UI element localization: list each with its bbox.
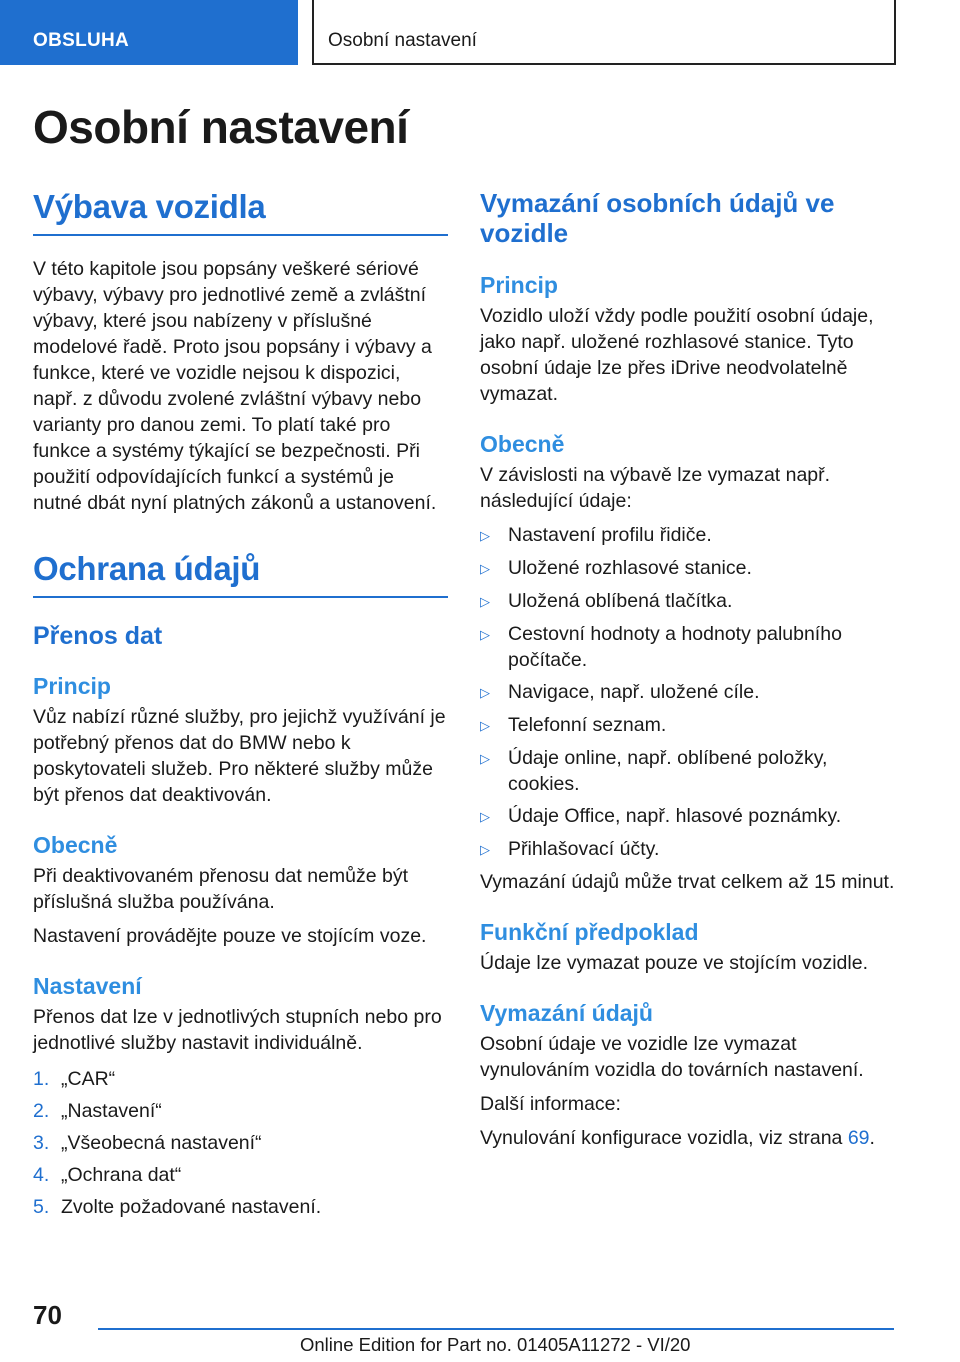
list-item: 2. „Nastavení“ <box>33 1100 162 1122</box>
heading-funkcni-predpoklad: Funkční předpoklad <box>480 919 699 945</box>
list-item: ▷ Cestovní hodnoty a hodnoty palubního počítače. <box>480 623 842 671</box>
steps-list <box>33 1066 448 1220</box>
princip-body: Vůz nabízí různé služby, pro jejichž využívání je potřebný přenos dat do BMW nebo k poskytovateli služeb. Pro některé služby může být přenos dat deaktivován. <box>33 706 446 806</box>
triangle-bullet-icon: ▷ <box>480 718 490 733</box>
duration-note: Vymazání údajů může trvat celkem až 15 minut. <box>480 871 895 893</box>
vymazani-body: Osobní údaje ve vozidle lze vymazat vynulováním vozidla do továrních nastavení. <box>480 1033 864 1081</box>
heading-nastaveni: Nastavení <box>33 973 142 999</box>
page-number: 70 <box>33 1300 62 1330</box>
heading-vymazani-osobnich: Vymazání osobních údajů ve vozidle <box>480 188 835 248</box>
dalsi-informace: Další informace: <box>480 1093 621 1115</box>
heading-ochrana: Ochrana údajů <box>33 550 448 598</box>
list-item: ▷ Uložené rozhlasové stanice. <box>480 555 897 582</box>
list-item: 1. „CAR“ <box>33 1068 116 1090</box>
list-item: ▷ Údaje online, např. oblíbené položky, cookies. <box>480 747 828 795</box>
list-item: 5. Zvolte požadované nastavení. <box>33 1196 322 1218</box>
triangle-bullet-icon: ▷ <box>480 594 490 609</box>
heading-obecne-right: Obecně <box>480 431 565 457</box>
list-item: ▷ Přihlašovací účty. <box>480 836 897 863</box>
heading-prenos-dat: Přenos dat <box>33 622 163 650</box>
list-item: ▷ Navigace, např. uložené cíle. <box>480 679 897 706</box>
right-column <box>480 188 897 1151</box>
footer-edition: Online Edition for Part no. 01405A11272 - VI/20 <box>300 1334 691 1355</box>
obecne-body-2: Nastavení provádějte pouze ve stojícím voze. <box>33 925 427 947</box>
page-title: Osobní nastavení <box>33 101 409 153</box>
heading-vymazani-udaju: Vymazání údajů <box>480 1000 653 1026</box>
data-bullets <box>480 522 897 863</box>
triangle-bullet-icon: ▷ <box>480 809 490 824</box>
reference-line: Vynulování konfigurace vozidla, viz strana 69. <box>480 1127 875 1149</box>
obecne-body-right: V závislosti na výbavě lze vymazat např. následující údaje: <box>480 464 831 512</box>
triangle-bullet-icon: ▷ <box>480 751 490 766</box>
obecne-body-1: Při deaktivovaném přenosu dat nemůže být příslušná služba používána. <box>33 865 409 913</box>
heading-vybava: Výbava vozidla <box>33 188 448 236</box>
heading-princip-right: Princip <box>480 272 558 298</box>
triangle-bullet-icon: ▷ <box>480 528 490 543</box>
section-tab: OBSLUHA <box>0 0 298 65</box>
heading-obecne: Obecně <box>33 832 118 858</box>
list-item: ▷ Telefonní seznam. <box>480 712 897 739</box>
list-item: 3. „Všeobecná nastavení“ <box>33 1132 262 1154</box>
heading-princip: Princip <box>33 673 111 699</box>
list-item: ▷ Údaje Office, např. hlasové poznámky. <box>480 803 897 830</box>
princip-body-right: Vozidlo uloží vždy podle použití osobní údaje, jako např. uložené rozhlasové stanice. Tyto osobní údaje lze přes iDrive neodvolatelně vymazat. <box>480 305 874 405</box>
left-column <box>33 188 448 1226</box>
footer-divider <box>98 1328 894 1330</box>
triangle-bullet-icon: ▷ <box>480 561 490 576</box>
list-item: ▷ Nastavení profilu řidiče. <box>480 522 897 549</box>
triangle-bullet-icon: ▷ <box>480 627 490 642</box>
list-item: ▷ Uložená oblíbená tlačítka. <box>480 588 897 615</box>
vybava-body: V této kapitole jsou popsány veškeré sériové výbavy, výbavy pro jednotlivé země a zvláštní výbavy, které jsou nabízeny v příslušné modelové řadě. Proto jsou popsány i výbavy a funkce, které ve vozidle nejsou k dispozici, např. z důvodu zvolené zvláštní výbavy nebo varianty pro danou zemi. To platí také pro funkce a systémy týkající se bezpečnosti. Při použití odpovídajících funkcí a systémů je nutné dbát nyní platných zákonů a ustanovení. <box>33 258 437 514</box>
predpoklad-body: Údaje lze vymazat pouze ve stojícím vozidle. <box>480 952 869 974</box>
triangle-bullet-icon: ▷ <box>480 842 490 857</box>
nastaveni-body: Přenos dat lze v jednotlivých stupních nebo pro jednotlivé služby nastavit individuálně. <box>33 1006 442 1054</box>
list-item: 4. „Ochrana dat“ <box>33 1164 182 1186</box>
page-reference-link[interactable]: 69 <box>847 1127 870 1149</box>
chapter-tab: Osobní nastavení <box>312 0 896 65</box>
triangle-bullet-icon: ▷ <box>480 685 490 700</box>
